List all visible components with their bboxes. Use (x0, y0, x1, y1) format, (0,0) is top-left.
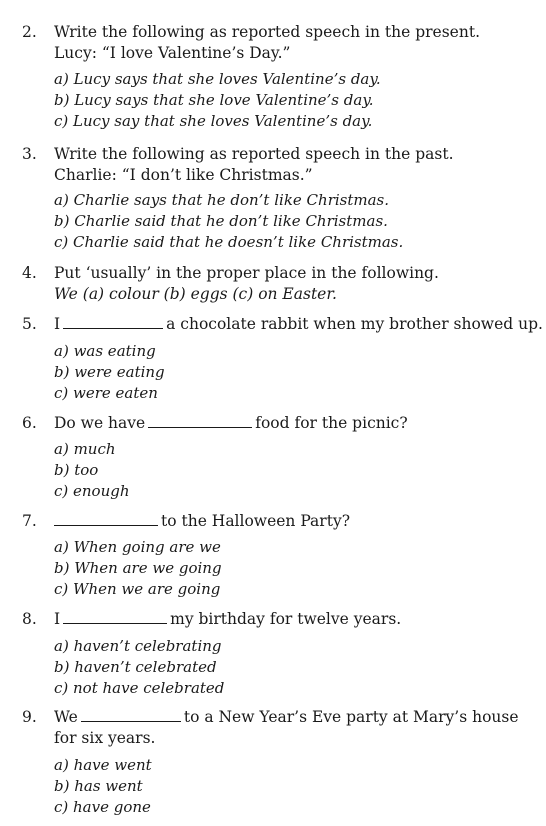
option-c[interactable]: c) Charlie said that he doesn’t like Christmas. (54, 233, 404, 251)
answer-blank[interactable] (54, 511, 158, 526)
option-b[interactable]: b) When are we going (54, 559, 222, 577)
question-number: 7. (22, 512, 37, 530)
option-a[interactable]: a) Charlie says that he don’t like Christmas. (54, 191, 390, 209)
question-sentence: We (a) colour (b) eggs (c) on Easter. (54, 285, 337, 303)
question-number: 3. (22, 145, 37, 163)
answer-options (54, 69, 381, 132)
answer-blank[interactable] (148, 413, 252, 428)
option-a[interactable]: a) When going are we (54, 538, 221, 556)
option-b[interactable]: b) has went (54, 777, 143, 795)
stem-after-blank: food for the picnic? (255, 414, 408, 432)
question-instruction: Put ‘usually’ in the proper place in the following. (54, 264, 439, 282)
question-stem (54, 314, 543, 335)
option-c[interactable]: c) were eaten (54, 384, 158, 402)
option-a[interactable]: a) was eating (54, 342, 156, 360)
option-c[interactable]: c) Lucy say that she loves Valentine’s day. (54, 112, 373, 130)
stem-before-blank: I (54, 315, 61, 333)
question-instruction: Write the following as reported speech in the present. (54, 23, 480, 41)
answer-options (54, 439, 130, 502)
question-sentence: Charlie: “I don’t like Christmas.” (54, 166, 313, 184)
question-number: 6. (22, 414, 37, 432)
question-stem (54, 511, 524, 532)
stem-before-blank: Do we have (54, 414, 146, 432)
question-number: 9. (22, 708, 37, 726)
option-b[interactable]: b) too (54, 461, 99, 479)
answer-options (54, 755, 152, 818)
option-c[interactable]: c) not have celebrated (54, 679, 225, 697)
answer-blank[interactable] (63, 314, 163, 329)
option-b[interactable]: b) Charlie said that he don’t like Christmas. (54, 212, 388, 230)
option-a[interactable]: a) have went (54, 756, 152, 774)
stem-after-blank: a chocolate rabbit when my brother showed up. (166, 315, 543, 333)
question-instruction: Write the following as reported speech in the past. (54, 145, 454, 163)
answer-options (54, 190, 403, 253)
stem-after-blank: my birthday for twelve years. (170, 610, 402, 628)
option-b[interactable]: b) were eating (54, 363, 165, 381)
option-a[interactable]: a) Lucy says that she loves Valentine’s day. (54, 70, 381, 88)
question-sentence: Lucy: “I love Valentine’s Day.” (54, 44, 291, 62)
option-a[interactable]: a) haven’t celebrating (54, 637, 222, 655)
question-stem (54, 263, 524, 305)
answer-blank[interactable] (81, 707, 181, 722)
question-stem (54, 413, 524, 434)
question-sentence-continued: for six years. (54, 729, 156, 747)
option-a[interactable]: a) much (54, 440, 116, 458)
option-b[interactable]: b) haven’t celebrated (54, 658, 217, 676)
question-stem (54, 707, 524, 749)
question-stem (54, 22, 524, 64)
question-stem (54, 609, 524, 630)
option-c[interactable]: c) have gone (54, 798, 151, 816)
question-number: 5. (22, 315, 37, 333)
question-number: 2. (22, 23, 37, 41)
answer-options (54, 636, 224, 699)
stem-before-blank: I (54, 610, 61, 628)
option-c[interactable]: c) enough (54, 482, 130, 500)
answer-options (54, 537, 222, 600)
answer-blank[interactable] (63, 609, 167, 624)
option-c[interactable]: c) When we are going (54, 580, 221, 598)
stem-after-blank: to the Halloween Party? (161, 512, 351, 530)
option-b[interactable]: b) Lucy says that she love Valentine’s day. (54, 91, 374, 109)
question-stem (54, 144, 524, 186)
stem-after-blank: to a New Year’s Eve party at Mary’s house (183, 708, 519, 726)
stem-before-blank: We (54, 708, 78, 726)
question-number: 4. (22, 264, 37, 282)
answer-options (54, 341, 165, 404)
question-number: 8. (22, 610, 37, 628)
